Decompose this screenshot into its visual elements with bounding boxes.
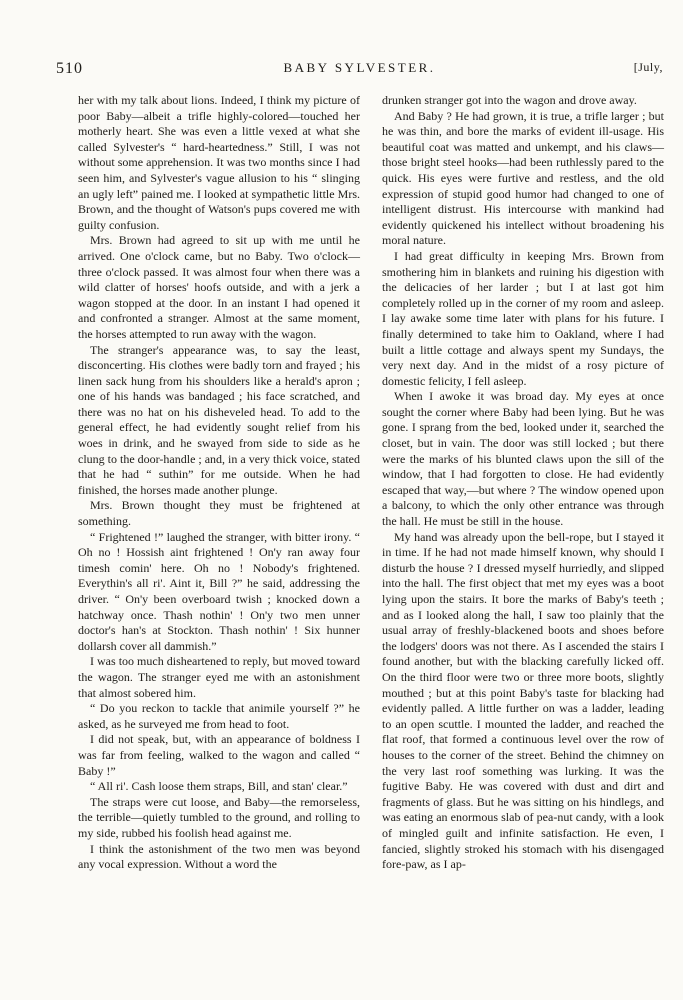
running-header: [56, 60, 663, 80]
paragraph: I did not speak, but, with an appearance of boldness I was far from feeling, walked to the wagon and called “ Baby !”: [78, 732, 360, 778]
left-column: [78, 93, 360, 873]
paragraph: My hand was already upon the bell-rope, but I stayed it in time. If he had not made himself known, why should I disturb the house ? I dressed myself hurriedly, and slipped into the hall. The first object that met my eyes was a boot lying upon the stairs. It bore the marks of Baby's teeth ; and as I looked along the hall, I saw too plainly that the usual array of freshly-blackened boots and shoes before the lodgers' doors was not there. As I ascended the stairs I found another, but with the blacking carefully licked off. On the third floor were two or three more boots, slightly mouthed ; but at this point Baby's taste for blacking had evidently palled. A little further on was a ladder, leading to an open scuttle. I mounted the ladder, and reached the flat roof, that formed a continuous level over the row of houses to the corner of the street. Behind the chimney on the very last roof something was lurking. It was the fugitive Baby. He was covered with dust and dirt and fragments of glass. But he was sitting on his hindlegs, and was eating an enormous slab of pea-nut candy, with a look of mingled guilt and infinite satisfaction. He even, I fancied, slightly stroked his stomach with his disengaged fore-paw, as I ap-: [382, 529, 664, 872]
paragraph: I was too much disheartened to reply, but moved toward the wagon. The stranger eyed me with an astonishment that almost sobered him.: [78, 654, 360, 700]
paragraph: I think the astonishment of the two men was beyond any vocal expression. Without a word the: [78, 841, 360, 872]
page-number: 510: [56, 60, 83, 77]
right-column: [382, 93, 664, 873]
paragraph: I had great difficulty in keeping Mrs. Brown from smothering him in blankets and ruining his digestion with the delicacies of her larder ; but I at last got him completely rolled up in the corner of my room and asleep. I lay awake some time later with plans for his future. I finally determined to take him to Oakland, where I had built a little cottage and always spent my Sundays, the very next day. And in the midst of a rosy picture of domestic felicity, I fell asleep.: [382, 248, 664, 388]
paragraph: “ Frightened !” laughed the stranger, with bitter irony. “ Oh no ! Hossish aint frightened ! On'y ran away four timesh comin' here. Oh no ! Nobody's frightened. Everythin's all ri'. Aint it, Bill ?” he said, addressing the driver. “ On'y been overboard twish ; knocked down a hatchway once. Thash nothin' ! On'y two men unner doctor's han's at Stockton. Thash nothin' ! Six hunner dollarsh cover all dammish.”: [78, 529, 360, 653]
running-month: [July,: [633, 60, 663, 74]
paragraph: “ Do you reckon to tackle that animile yourself ?” he asked, as he surveyed me from head to foot.: [78, 701, 360, 731]
paragraph: Mrs. Brown thought they must be frightened at something.: [78, 498, 360, 529]
paragraph: And Baby ? He had grown, it is true, a trifle larger ; but he was thin, and bore the marks of evident ill-usage. His beautiful coat was matted and unkempt, and his claws—those bright steel hooks—had been ruthlessly pared to the quick. His eyes were furtive and restless, and the old expression of stupid good humor had changed to one of intelligent distrust. His intercourse with mankind had evidently quickened his intellect without broadening his moral nature.: [382, 108, 664, 248]
paragraph: drunken stranger got into the wagon and drove away.: [382, 93, 637, 107]
paragraph: When I awoke it was broad day. My eyes at once sought the corner where Baby had been lying. But he was gone. I sprang from the bed, looked under it, searched the closet, but in vain. The door was still locked ; but there were the marks of his blunted claws upon the sill of the window, that I had forgotten to close. He had evidently escaped that way,—but where ? The window opened upon a balcony, to which the only other entrance was through the hall. He must be still in the house.: [382, 389, 664, 529]
paragraph: The straps were cut loose, and Baby—the remorseless, the terrible—quietly tumbled to the ground, and rolling to my side, rubbed his foolish head against me.: [78, 794, 360, 840]
paragraph: “ All ri'. Cash loose them straps, Bill, and stan' clear.”: [90, 779, 348, 794]
running-title: BABY SYLVESTER.: [283, 60, 436, 75]
paragraph: her with my talk about lions. Indeed, I think my picture of poor Baby—albeit a trifle highly-colored—touched her motherly heart. She was even a little vexed at what she called Sylvester's “ hard-heartedness.” Still, I was not without some apprehension. It was two months since I had seen him, and Sylvester's vague allusion to his “ slinging an ugly left” pained me. I looked at sympathetic little Mrs. Brown, and the thought of Watson's pups covered me with guilty confusion.: [78, 93, 360, 232]
paragraph: The stranger's appearance was, to say the least, disconcerting. His clothes were badly torn and frayed ; his linen sack hung from his shoulders like a herald's apron ; one of his hands was bandaged ; his face scratched, and there was no hat on his disheveled head. To add to the general effect, he had evidently sought relief from his woes in drink, and he swayed from side to side as he clung to the door-handle ; and, in a very thick voice, stated that he had “ suthin” for me outside. When he had finished, the horses made another plunge.: [78, 342, 361, 497]
paragraph: Mrs. Brown had agreed to sit up with me until he arrived. One o'clock came, but no Baby. Two o'clock—three o'clock passed. It was almost four when there was a wild clatter of horses' hoofs outside, and with a jerk a wagon stopped at the door. In an instant I had opened it and confronted a stranger. Almost at the same moment, the horses attempted to run away with the wagon.: [78, 233, 360, 341]
